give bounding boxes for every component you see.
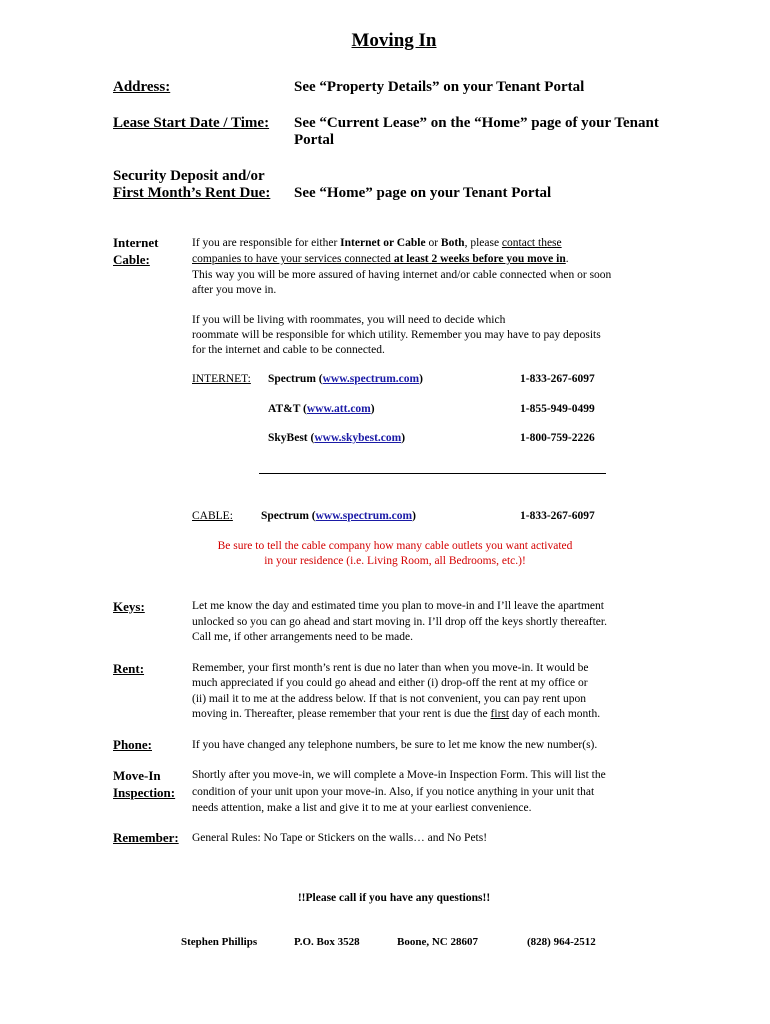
internet-paragraph-2-line-2: roommate will be responsible for which utility. Remember you may have to pay deposits bbox=[192, 329, 601, 341]
rent-line-2: much appreciated if you could go ahead and either (i) drop-off the rent at my office or bbox=[192, 677, 588, 689]
deposit-value: See “Home” page on your Tenant Portal bbox=[294, 185, 552, 201]
lease-label: Lease Start Date / Time: bbox=[113, 115, 270, 131]
text: ) bbox=[370, 403, 375, 415]
rent-line-1: Remember, your first month’s rent is due no later than when you move-in. It would be bbox=[192, 662, 589, 674]
provider-name: Spectrum ( bbox=[268, 373, 323, 385]
internet-paragraph-1-line-3: This way you will be more assured of having internet and/or cable connected when or soon bbox=[192, 269, 612, 281]
deposit-label-line-1: Security Deposit and/or bbox=[113, 168, 265, 184]
text: If you are responsible for either bbox=[192, 237, 341, 249]
lease-value-line-1: See “Current Lease” on the “Home” page of your Tenant bbox=[294, 115, 659, 131]
internet-cable-label-line-2: Cable: bbox=[113, 252, 150, 267]
text-underlined: first bbox=[490, 708, 510, 720]
text-underlined: companies to have your services connected bbox=[192, 253, 391, 265]
inspection-line-1: Shortly after you move-in, we will complete a Move-in Inspection Form. This will list the bbox=[192, 769, 606, 781]
cable-heading bbox=[192, 509, 233, 525]
cable-provider-phone: 1-833-267-6097 bbox=[520, 510, 595, 522]
text: ) bbox=[419, 373, 423, 385]
internet-heading-label: INTERNET: bbox=[192, 373, 251, 385]
phone-line-1: If you have changed any telephone numbers, be sure to let me know the new number(s). bbox=[192, 739, 598, 751]
lease-value-line-2: Portal bbox=[294, 132, 334, 148]
cable-warning-line-2: in your residence (i.e. Living Room, all Bedrooms, etc.)! bbox=[264, 555, 526, 567]
footer-name: Stephen Phillips bbox=[181, 936, 258, 948]
rent-line-3: (ii) mail it to me at the address below. If that is not convenient, you can pay rent upon bbox=[192, 693, 586, 705]
provider-skybest-phone: 1-800-759-2226 bbox=[520, 432, 595, 444]
internet-paragraph-1-line-1 bbox=[192, 236, 562, 252]
divider bbox=[259, 473, 606, 474]
text: or bbox=[425, 237, 441, 249]
internet-heading bbox=[192, 372, 251, 388]
phone-label: Phone: bbox=[113, 737, 152, 752]
inspection-label-line-1: Move-In bbox=[113, 768, 161, 783]
keys-line-2: unlocked so you can go ahead and start moving in. I’ll drop off the keys shortly thereafter. bbox=[192, 616, 607, 628]
text-underlined: contact these bbox=[501, 237, 562, 249]
text: , please bbox=[464, 237, 502, 249]
footer-po-box: P.O. Box 3528 bbox=[294, 936, 360, 948]
text-bold: Internet or Cable bbox=[340, 237, 426, 249]
inspection-line-2: condition of your unit upon your move-in. Also, if you notice anything in your unit that bbox=[192, 786, 595, 798]
provider-att bbox=[268, 402, 375, 418]
internet-paragraph-1-line-4: after you move in. bbox=[192, 284, 277, 296]
footer-city: Boone, NC 28607 bbox=[397, 936, 478, 948]
cable-spectrum-link[interactable]: www.spectrum.com bbox=[315, 510, 413, 522]
page-title: Moving In bbox=[351, 30, 437, 51]
provider-att-phone: 1-855-949-0499 bbox=[520, 403, 595, 415]
provider-spectrum bbox=[268, 372, 423, 388]
cable-heading-label: CABLE: bbox=[192, 510, 233, 522]
address-value: See “Property Details” on your Tenant Portal bbox=[294, 79, 585, 95]
provider-spectrum-phone: 1-833-267-6097 bbox=[520, 373, 595, 385]
remember-label: Remember: bbox=[113, 830, 179, 845]
text-bold: Both bbox=[440, 237, 465, 249]
rent-line-4 bbox=[192, 707, 600, 723]
provider-name: Spectrum ( bbox=[261, 510, 316, 522]
text-bold-underlined: at least 2 weeks before you move in bbox=[390, 253, 566, 265]
internet-paragraph-1-line-2 bbox=[192, 252, 569, 268]
spectrum-link[interactable]: www.spectrum.com bbox=[322, 373, 420, 385]
internet-paragraph-2-line-1: If you will be living with roommates, you will need to decide which bbox=[192, 314, 506, 326]
keys-label: Keys: bbox=[113, 599, 145, 614]
internet-cable-label-line-1: Internet bbox=[113, 235, 159, 250]
att-link[interactable]: www.att.com bbox=[306, 403, 371, 415]
deposit-label-line-2: First Month’s Rent Due: bbox=[113, 185, 271, 201]
inspection-line-3: needs attention, make a list and give it to me at your earliest convenience. bbox=[192, 802, 532, 814]
keys-line-1: Let me know the day and estimated time you plan to move-in and I’ll leave the apartment bbox=[192, 600, 604, 612]
text: ) bbox=[412, 510, 416, 522]
inspection-label-line-2: Inspection: bbox=[113, 785, 176, 800]
text: moving in. Thereafter, please remember that your rent is due the bbox=[192, 708, 491, 720]
footer-phone: (828) 964-2512 bbox=[527, 936, 596, 948]
cable-warning-line-1: Be sure to tell the cable company how many cable outlets you want activated bbox=[217, 540, 573, 552]
provider-skybest bbox=[268, 431, 405, 447]
skybest-link[interactable]: www.skybest.com bbox=[314, 432, 402, 444]
remember-line-1: General Rules: No Tape or Stickers on the walls… and No Pets! bbox=[192, 832, 488, 844]
cable-provider-spectrum bbox=[261, 509, 416, 525]
internet-paragraph-2-line-3: for the internet and cable to be connected. bbox=[192, 344, 385, 356]
address-label: Address: bbox=[113, 79, 171, 95]
text: ) bbox=[401, 432, 406, 444]
provider-name: SkyBest ( bbox=[268, 432, 315, 444]
text: day of each month. bbox=[509, 708, 601, 720]
closing-note: !!Please call if you have any questions!! bbox=[297, 892, 491, 904]
provider-name: AT&T ( bbox=[268, 403, 307, 415]
rent-label: Rent: bbox=[113, 661, 145, 676]
text: . bbox=[565, 253, 569, 265]
keys-line-3: Call me, if other arrangements need to be made. bbox=[192, 631, 413, 643]
